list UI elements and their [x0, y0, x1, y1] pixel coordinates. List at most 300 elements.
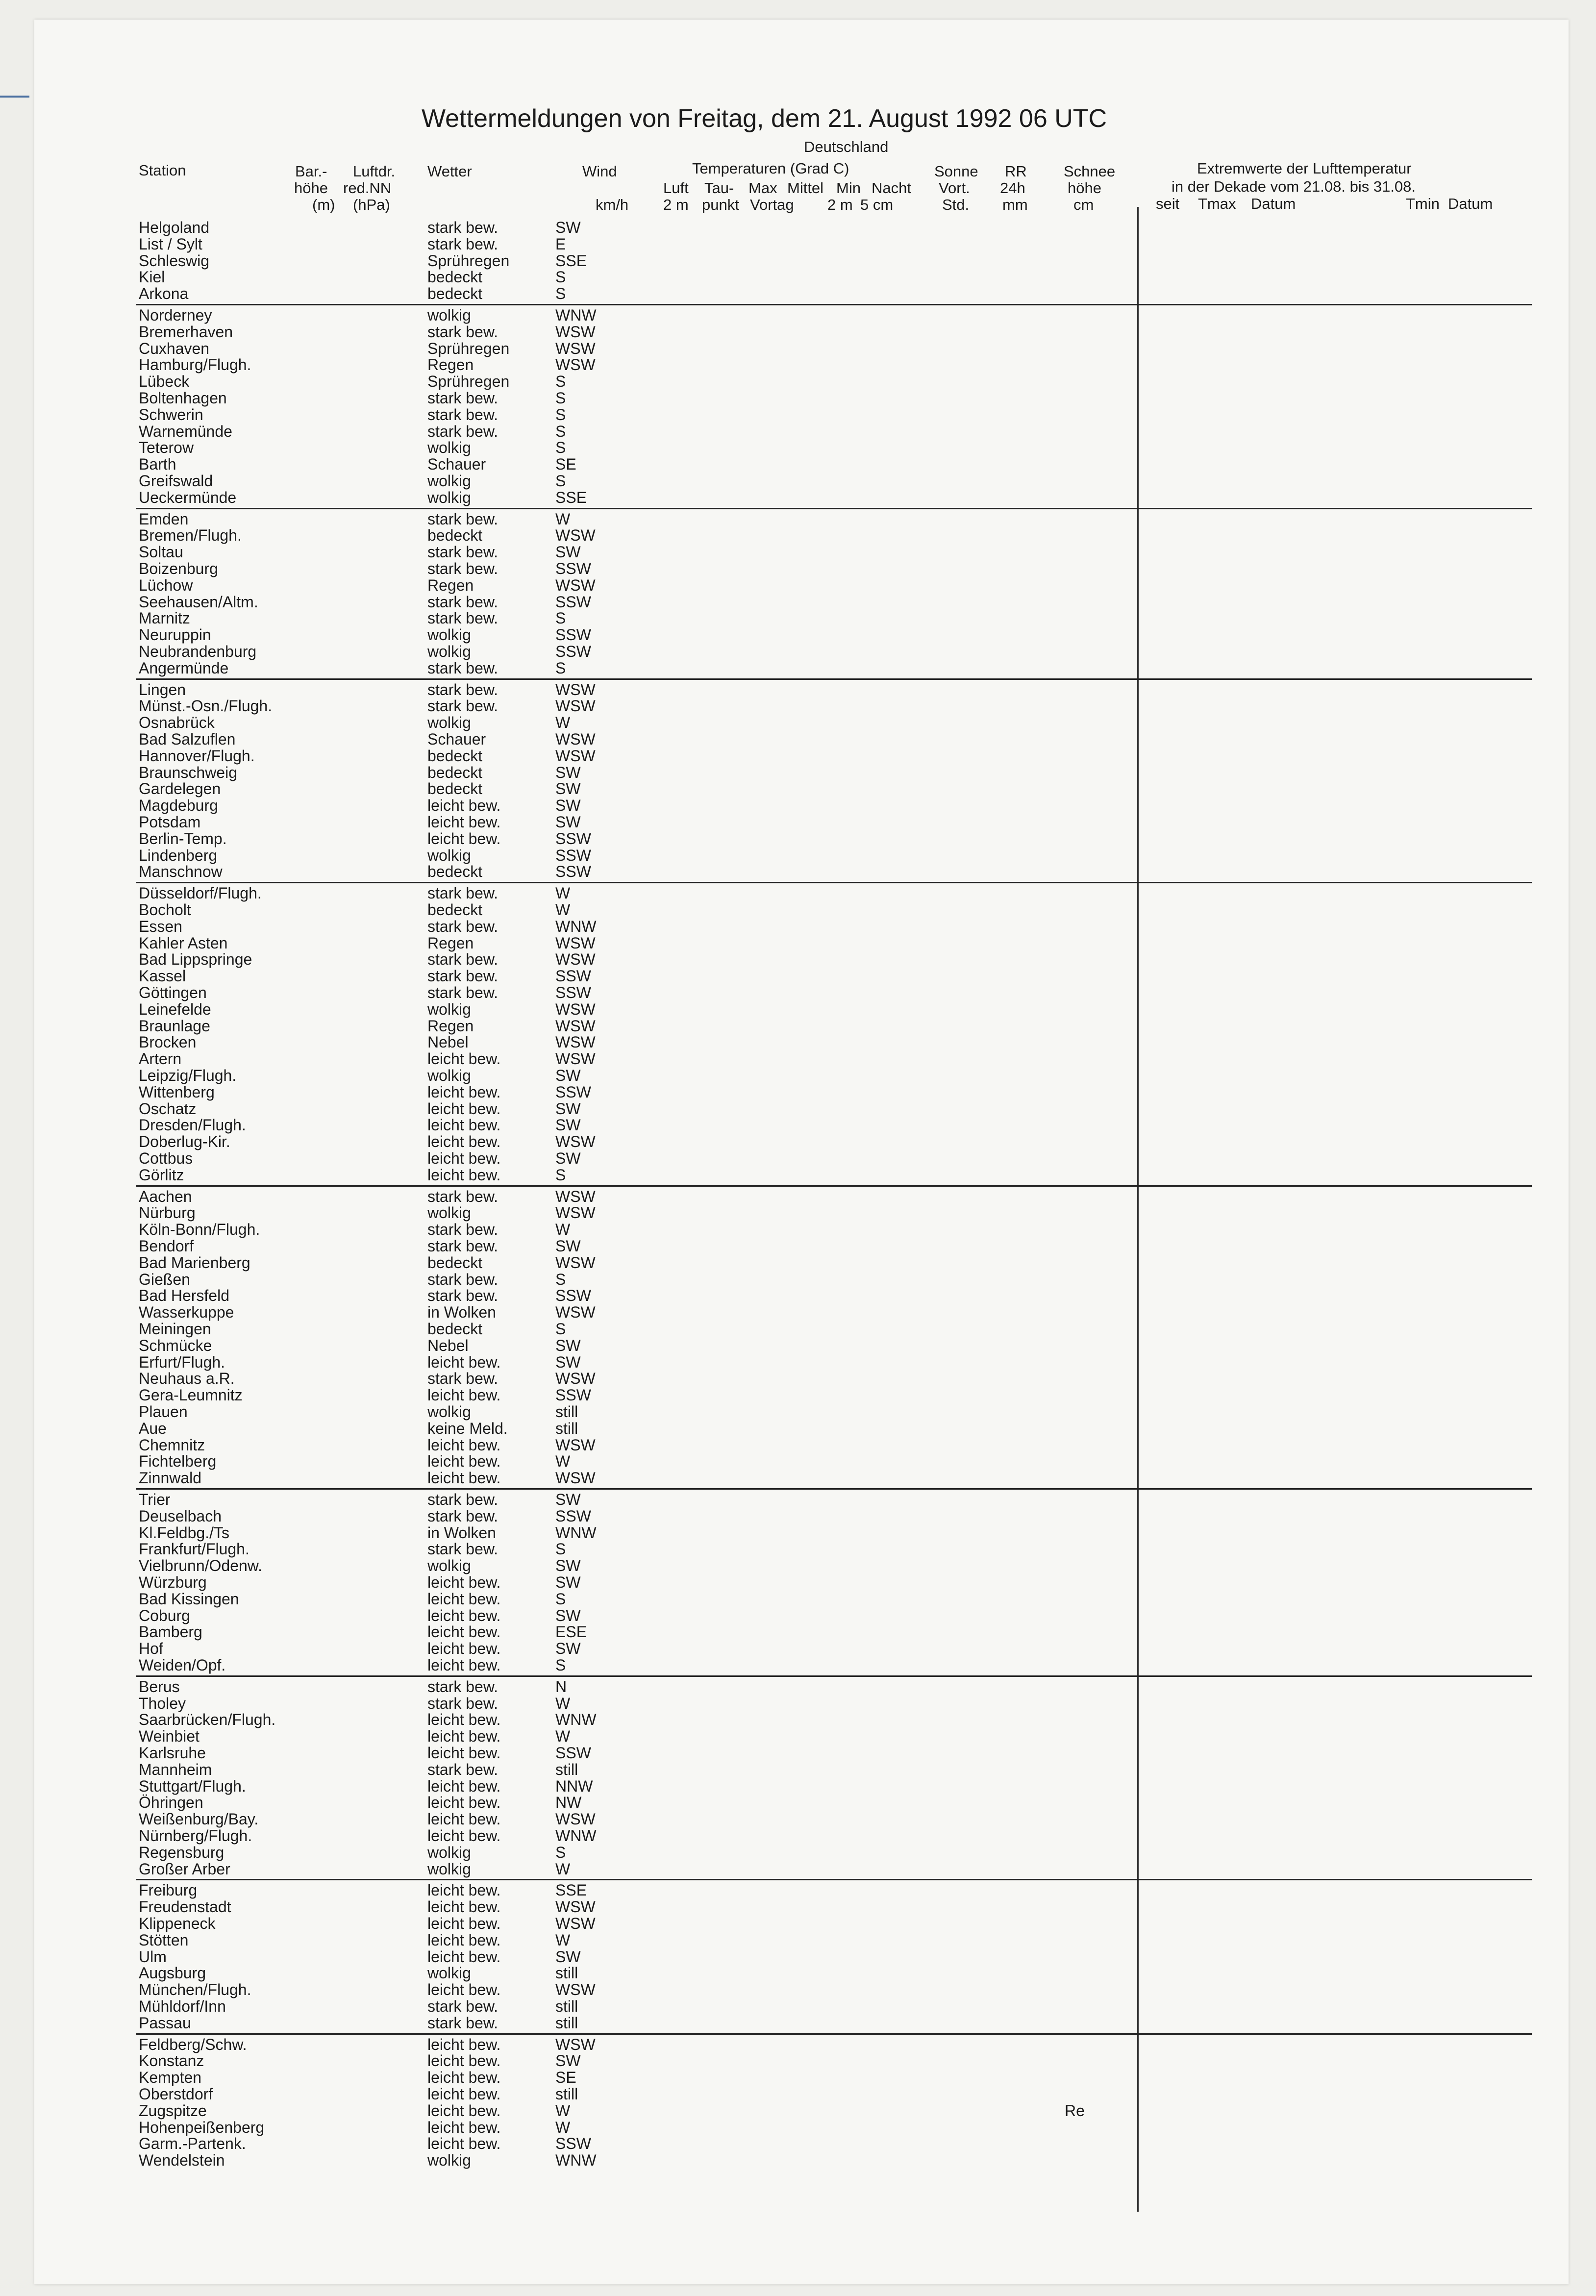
header-luft-b: 2 m [663, 196, 689, 213]
cell-wind-dir: S [555, 472, 566, 490]
cell-wind-dir: WSW [555, 323, 596, 341]
cell-station: Bad Lippspringe [139, 950, 252, 969]
cell-weather: Sprühregen [427, 251, 510, 270]
cell-weather: bedeckt [427, 901, 483, 919]
cell-wind-dir: SW [555, 1099, 581, 1118]
cell-station: Meiningen [139, 1320, 211, 1338]
cell-weather: Nebel [427, 1336, 469, 1354]
cell-station: Karlsruhe [139, 1744, 206, 1762]
cell-wind-dir: SW [555, 1947, 581, 1966]
cell-weather: bedeckt [427, 268, 483, 286]
cell-station: Seehausen/Altm. [139, 593, 258, 611]
cell-station: Gardelegen [139, 780, 221, 798]
cell-station: Weiden/Opf. [139, 1656, 226, 1674]
cell-wind-dir: SW [555, 2052, 581, 2070]
cell-weather: leicht bew. [427, 1452, 501, 1471]
cell-station: Lingen [139, 680, 186, 699]
cell-station: Frankfurt/Flugh. [139, 1540, 249, 1558]
cell-wind-dir: WSW [555, 1050, 596, 1068]
cell-station: Warnemünde [139, 422, 232, 440]
cell-station: Dresden/Flugh. [139, 1116, 246, 1134]
cell-weather: Schauer [427, 730, 486, 748]
cell-station: Cottbus [139, 1149, 193, 1167]
cell-station: Brocken [139, 1033, 197, 1051]
header-seit: seit [1156, 195, 1180, 212]
cell-weather: leicht bew. [427, 1590, 501, 1608]
cell-wind-dir: SSW [555, 846, 591, 864]
cell-weather: stark bew. [427, 917, 499, 935]
cell-station: Bad Hersfeld [139, 1287, 229, 1305]
header-extremes-sub: in der Dekade vom 21.08. bis 31.08. [1172, 178, 1416, 195]
cell-wind-dir: SSE [555, 251, 587, 270]
cell-weather: leicht bew. [427, 813, 501, 831]
cell-weather: leicht bew. [427, 1353, 501, 1371]
cell-station: Oschatz [139, 1099, 197, 1118]
cell-station: Aachen [139, 1187, 192, 1205]
cell-weather: stark bew. [427, 560, 499, 577]
cell-weather: bedeckt [427, 747, 483, 765]
cell-wind-dir: SW [555, 1640, 581, 1658]
cell-wind-dir: WSW [555, 747, 596, 765]
cell-weather: leicht bew. [427, 1640, 501, 1658]
cell-station: Wittenberg [139, 1083, 215, 1101]
cell-station: Tholey [139, 1694, 186, 1712]
cell-wind-dir: W [555, 2118, 571, 2136]
cell-weather: keine Meld. [427, 1419, 508, 1437]
cell-station: Passau [139, 2014, 191, 2032]
cell-station: Würzburg [139, 1573, 207, 1591]
cell-weather: Nebel [427, 1033, 469, 1051]
cell-station: Stuttgart/Flugh. [139, 1777, 246, 1795]
cell-weather: stark bew. [427, 1370, 499, 1388]
cell-wind-dir: S [555, 389, 566, 407]
cell-wind-dir: W [555, 1452, 571, 1471]
cell-weather: leicht bew. [427, 1083, 501, 1101]
cell-wind-dir: SW [555, 1353, 581, 1371]
cell-wind-dir: S [555, 268, 566, 286]
cell-weather: stark bew. [427, 219, 499, 236]
cell-wind-dir: WSW [555, 1469, 596, 1487]
cell-station: Gera-Leumnitz [139, 1386, 243, 1404]
cell-wind-dir: W [555, 2101, 571, 2120]
header-tmin: Tmin [1406, 195, 1440, 212]
cell-wind-dir: N [555, 1677, 567, 1696]
cell-station: Zinnwald [139, 1469, 202, 1487]
group-separator [136, 2033, 1532, 2035]
cell-weather: stark bew. [427, 697, 499, 715]
cell-weather: leicht bew. [427, 1436, 501, 1454]
cell-weather: stark bew. [427, 680, 499, 699]
cell-wind-dir: still [555, 1997, 578, 2015]
cell-station: Saarbrücken/Flugh. [139, 1711, 276, 1729]
cell-station: Oberstdorf [139, 2085, 213, 2103]
cell-station: Wasserkuppe [139, 1303, 234, 1322]
cell-wind-dir: WSW [555, 339, 596, 357]
cell-station: Göttingen [139, 984, 207, 1001]
cell-wind-dir: ESE [555, 1623, 587, 1641]
group-separator [136, 1185, 1532, 1187]
cell-station: Braunschweig [139, 763, 237, 781]
cell-station: Neuruppin [139, 626, 211, 644]
cell-wind-dir: WSW [555, 680, 596, 699]
cell-weather: wolkig [427, 488, 471, 506]
header-sonne-b: Vort. [939, 179, 970, 197]
cell-wind-dir: SE [555, 455, 576, 474]
cell-station: Helgoland [139, 219, 210, 236]
cell-station: Schmücke [139, 1336, 212, 1354]
cell-weather: leicht bew. [427, 2135, 501, 2153]
cell-weather: wolkig [427, 1964, 471, 1982]
group-separator [136, 1879, 1532, 1880]
cell-weather: bedeckt [427, 526, 483, 545]
cell-wind-dir: SSW [555, 1386, 591, 1404]
cell-station: Düsseldorf/Flugh. [139, 884, 262, 902]
cell-station: Freudenstadt [139, 1898, 231, 1916]
cell-wind-dir: WSW [555, 356, 596, 374]
cell-wind-dir: W [555, 901, 571, 919]
cell-wind-dir: S [555, 609, 566, 627]
cell-wind-dir: WSW [555, 1810, 596, 1828]
cell-weather: leicht bew. [427, 829, 501, 848]
cell-station: Hohenpeißenberg [139, 2118, 265, 2136]
cell-station: Berus [139, 1677, 180, 1696]
cell-weather: wolkig [427, 626, 471, 644]
cell-wind-dir: WSW [555, 1436, 596, 1454]
cell-station: Boltenhagen [139, 389, 227, 407]
cell-station: Arkona [139, 285, 189, 303]
cell-station: Artern [139, 1050, 182, 1068]
cell-weather: leicht bew. [427, 1386, 501, 1404]
cell-wind-dir: SW [555, 763, 581, 781]
cell-wind-dir: S [555, 1320, 566, 1338]
cell-station: Essen [139, 917, 182, 935]
cell-wind-dir: S [555, 659, 566, 677]
cell-wind-dir: SSW [555, 1507, 591, 1525]
cell-wind-dir: S [555, 1590, 566, 1608]
cell-station: Greifswald [139, 472, 213, 490]
cell-station: Bendorf [139, 1237, 194, 1255]
cell-weather: stark bew. [427, 1187, 499, 1205]
cell-wind-dir: WSW [555, 1981, 596, 1999]
cell-weather: leicht bew. [427, 1656, 501, 1674]
cell-station: Mannheim [139, 1760, 212, 1778]
cell-weather: stark bew. [427, 543, 499, 561]
cell-station: Erfurt/Flugh. [139, 1353, 225, 1371]
cell-station: Chemnitz [139, 1436, 205, 1454]
cell-station: Bad Salzuflen [139, 730, 236, 748]
cell-wind-dir: WSW [555, 576, 596, 594]
header-tmax: Tmax [1198, 195, 1236, 212]
cell-weather: stark bew. [427, 1694, 499, 1712]
cell-weather: stark bew. [427, 1760, 499, 1778]
cell-wind-dir: WSW [555, 1370, 596, 1388]
cell-station: Marnitz [139, 609, 190, 627]
header-extremes-title: Extremwerte der Lufttemperatur [1197, 160, 1412, 177]
cell-weather: stark bew. [427, 984, 499, 1001]
cell-weather: stark bew. [427, 884, 499, 902]
cell-wind-dir: SW [555, 1237, 581, 1255]
header-schnee-b: höhe [1068, 179, 1101, 197]
header-wind-unit: km/h [596, 196, 629, 213]
cell-wind-dir: NNW [555, 1777, 593, 1795]
cell-wind-dir: SSW [555, 626, 591, 644]
cell-wind-dir: W [555, 1727, 571, 1746]
header-vortag: Vortag [750, 196, 794, 213]
page-title: Wettermeldungen von Freitag, dem 21. August 1992 06 UTC [422, 104, 1107, 133]
cell-wind-dir: SW [555, 1336, 581, 1354]
cell-station: Lübeck [139, 373, 190, 391]
cell-weather: wolkig [427, 643, 471, 660]
header-datum-min: Datum [1448, 195, 1493, 212]
cell-station: Neubrandenburg [139, 643, 257, 660]
cell-weather: Regen [427, 1017, 474, 1035]
cell-wind-dir: WNW [555, 1827, 597, 1845]
header-temp-title: Temperaturen (Grad C) [692, 160, 849, 177]
cell-wind-dir: WSW [555, 1915, 596, 1932]
header-schnee-a: Schnee [1064, 163, 1116, 180]
cell-wind-dir: SW [555, 1491, 581, 1508]
cell-wind-dir: still [555, 1760, 578, 1778]
cell-station: Zugspitze [139, 2101, 207, 2120]
cell-wind-dir: WNW [555, 2151, 597, 2170]
cell-station: Bremen/Flugh. [139, 526, 242, 545]
cell-wind-dir: SSW [555, 643, 591, 660]
cell-station: Fichtelberg [139, 1452, 217, 1471]
cell-wind-dir: SW [555, 1149, 581, 1167]
header-bar-1: Bar.- [295, 163, 327, 180]
header-rr-c: mm [1002, 196, 1028, 213]
cell-station: Kiel [139, 268, 165, 286]
cell-station: Kassel [139, 967, 186, 985]
cell-weather: in Wolken [427, 1523, 496, 1542]
header-max: Max [748, 179, 777, 197]
cell-weather: Regen [427, 576, 474, 594]
cell-weather: wolkig [427, 306, 471, 324]
cell-station: Barth [139, 455, 176, 474]
cell-wind-dir: W [555, 714, 571, 732]
cell-wind-dir: S [555, 422, 566, 440]
header-datum-max: Datum [1251, 195, 1296, 212]
cell-wind-dir: WSW [555, 1133, 596, 1151]
cell-weather: stark bew. [427, 1270, 499, 1288]
header-sonne-c: Std. [942, 196, 970, 213]
cell-station: Vielbrunn/Odenw. [139, 1557, 263, 1575]
cell-wind-dir: SSW [555, 829, 591, 848]
cell-weather: leicht bew. [427, 2085, 501, 2103]
cell-wind-dir: WSW [555, 1017, 596, 1035]
cell-weather: stark bew. [427, 510, 499, 528]
cell-station: Norderney [139, 306, 212, 324]
cell-wind-dir: NW [555, 1794, 582, 1812]
cell-weather: stark bew. [427, 609, 499, 627]
cell-station: Feldberg/Schw. [139, 2035, 247, 2053]
cell-weather: leicht bew. [427, 2052, 501, 2070]
header-station: Station [139, 162, 186, 179]
cell-station: Kahler Asten [139, 934, 228, 952]
header-wetter: Wetter [427, 163, 472, 180]
header-luft-3: (hPa) [353, 196, 390, 213]
cell-station: Emden [139, 510, 189, 528]
cell-weather: stark bew. [427, 1540, 499, 1558]
header-sonne-a: Sonne [934, 163, 978, 180]
cell-station: Freiburg [139, 1881, 198, 1899]
cell-weather: leicht bew. [427, 1981, 501, 1999]
cell-wind-dir: SSE [555, 488, 587, 506]
cell-wind-dir: W [555, 510, 571, 528]
cell-wind-dir: W [555, 1221, 571, 1239]
cell-weather: wolkig [427, 2151, 471, 2170]
cell-wind-dir: SW [555, 1557, 581, 1575]
cell-station: Nürnberg/Flugh. [139, 1827, 252, 1845]
cell-station: Leipzig/Flugh. [139, 1067, 237, 1084]
cell-weather: leicht bew. [427, 2069, 501, 2087]
cell-wind-dir: SSE [555, 1881, 587, 1899]
cell-weather: stark bew. [427, 967, 499, 985]
group-separator [136, 678, 1532, 680]
cell-wind-dir: still [555, 2014, 578, 2032]
cell-wind-dir: SW [555, 1606, 581, 1624]
cell-weather: Regen [427, 356, 474, 374]
cell-wind-dir: WNW [555, 917, 597, 935]
cell-wind-dir: WSW [555, 1187, 596, 1205]
cell-station: Weißenburg/Bay. [139, 1810, 259, 1828]
header-min-b: 2 m [827, 196, 853, 213]
group-separator [136, 304, 1532, 305]
cell-weather: stark bew. [427, 659, 499, 677]
cell-weather: in Wolken [427, 1303, 496, 1322]
cell-station: Regensburg [139, 1843, 224, 1861]
cell-weather: leicht bew. [427, 1469, 501, 1487]
cell-station: Münst.-Osn./Flugh. [139, 697, 273, 715]
cell-wind-dir: WSW [555, 1253, 596, 1272]
cell-weather: wolkig [427, 1403, 471, 1421]
cell-station: Soltau [139, 543, 183, 561]
cell-wind-dir: S [555, 405, 566, 424]
cell-wind-dir: S [555, 1843, 566, 1861]
group-separator [136, 882, 1532, 883]
cell-wind-dir: S [555, 1540, 566, 1558]
cell-station: Trier [139, 1491, 171, 1508]
cell-wind-dir: S [555, 373, 566, 391]
cell-station: Deuselbach [139, 1507, 222, 1525]
cell-station: Magdeburg [139, 797, 218, 815]
header-schnee-c: cm [1073, 196, 1094, 213]
header-rr-b: 24h [1000, 179, 1025, 197]
cell-weather: stark bew. [427, 1237, 499, 1255]
cell-station: Weinbiet [139, 1727, 200, 1746]
cell-weather: leicht bew. [427, 2035, 501, 2053]
cell-wind-dir: SW [555, 780, 581, 798]
cell-weather: leicht bew. [427, 1794, 501, 1812]
cell-wind-dir: S [555, 1270, 566, 1288]
cell-station: Mühldorf/Inn [139, 1997, 226, 2015]
cell-wind-dir: still [555, 2085, 578, 2103]
header-min-a: Min [836, 179, 861, 197]
cell-weather: wolkig [427, 1860, 471, 1878]
cell-weather: leicht bew. [427, 1149, 501, 1167]
cell-weather: leicht bew. [427, 1050, 501, 1068]
cell-weather: bedeckt [427, 780, 483, 798]
cell-weather: stark bew. [427, 593, 499, 611]
cell-weather: leicht bew. [427, 2118, 501, 2136]
cell-station: Teterow [139, 439, 194, 457]
cell-weather: stark bew. [427, 950, 499, 969]
cell-weather: leicht bew. [427, 1744, 501, 1762]
header-bar-2: höhe [294, 179, 328, 197]
cell-weather: stark bew. [427, 389, 499, 407]
cell-weather: leicht bew. [427, 1099, 501, 1118]
cell-station: Lindenberg [139, 846, 218, 864]
header-nacht-b: 5 cm [860, 196, 894, 213]
cell-wind-dir: SSW [555, 984, 591, 1001]
cell-weather: stark bew. [427, 2014, 499, 2032]
cell-weather: bedeckt [427, 1320, 483, 1338]
cell-wind-dir: still [555, 1403, 578, 1421]
group-separator [136, 1675, 1532, 1677]
cell-weather: leicht bew. [427, 1573, 501, 1591]
document-sheet [34, 20, 1569, 2284]
cell-weather: leicht bew. [427, 1947, 501, 1966]
cell-weather: leicht bew. [427, 1777, 501, 1795]
cell-weather: leicht bew. [427, 1133, 501, 1151]
cell-station: Plauen [139, 1403, 188, 1421]
cell-weather: wolkig [427, 1557, 471, 1575]
cell-wind-dir: S [555, 285, 566, 303]
cell-weather: stark bew. [427, 1997, 499, 2015]
cell-wind-dir: WSW [555, 934, 596, 952]
cell-station: Lüchow [139, 576, 193, 594]
header-tau-b: punkt [702, 196, 739, 213]
cell-weather: stark bew. [427, 1507, 499, 1525]
header-wind: Wind [582, 163, 617, 180]
group-separator [136, 508, 1532, 509]
cell-wind-dir: SSW [555, 593, 591, 611]
cell-station: Ueckermünde [139, 488, 237, 506]
cell-station: Augsburg [139, 1964, 206, 1982]
cell-weather: leicht bew. [427, 1915, 501, 1932]
edge-mark [0, 96, 29, 98]
cell-wind-dir: WSW [555, 526, 596, 545]
cell-wind-dir: WNW [555, 1523, 597, 1542]
cell-weather: leicht bew. [427, 1116, 501, 1134]
cell-weather: leicht bew. [427, 2101, 501, 2120]
cell-station: Leinefelde [139, 1000, 211, 1018]
cell-wind-dir: WNW [555, 1711, 597, 1729]
cell-station: Osnabrück [139, 714, 215, 732]
cell-wind-dir: S [555, 439, 566, 457]
cell-weather: wolkig [427, 1067, 471, 1084]
cell-wind-dir: SW [555, 797, 581, 815]
cell-weather: Sprühregen [427, 339, 510, 357]
header-nacht-a: Nacht [872, 179, 911, 197]
cell-station: Stötten [139, 1931, 189, 1949]
cell-station: Manschnow [139, 863, 223, 881]
cell-station: München/Flugh. [139, 1981, 251, 1999]
cell-weather: Schauer [427, 455, 486, 474]
cell-wind-dir: S [555, 1656, 566, 1674]
cell-station: Konstanz [139, 2052, 204, 2070]
cell-wind-dir: SSW [555, 2135, 591, 2153]
cell-station: Doberlug-Kir. [139, 1133, 230, 1151]
cell-wind-dir: SSW [555, 1083, 591, 1101]
cell-weather: wolkig [427, 1843, 471, 1861]
cell-weather: leicht bew. [427, 1623, 501, 1641]
cell-weather: wolkig [427, 439, 471, 457]
cell-weather: stark bew. [427, 1287, 499, 1305]
cell-weather: Regen [427, 934, 474, 952]
cell-wind-dir: SW [555, 813, 581, 831]
cell-station: Braunlage [139, 1017, 210, 1035]
